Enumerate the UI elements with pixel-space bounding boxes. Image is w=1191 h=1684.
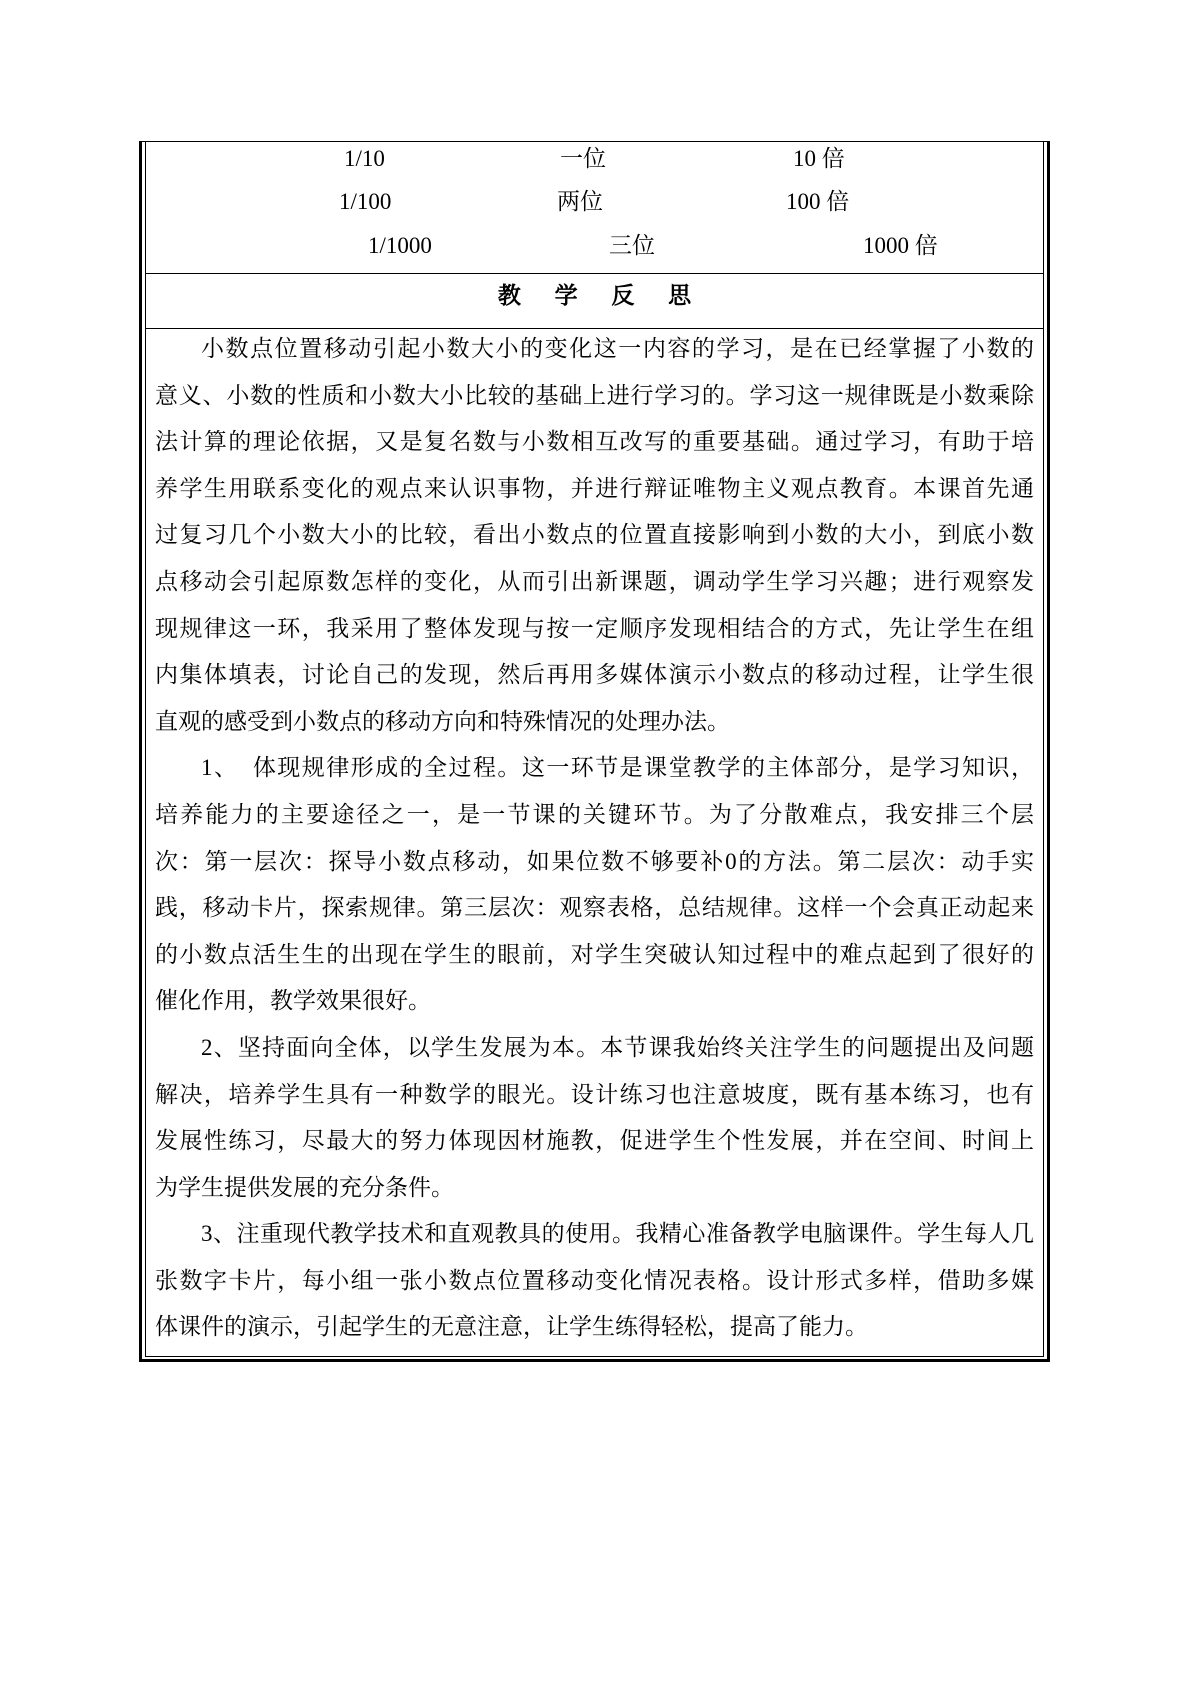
table-border-left-outer bbox=[139, 141, 142, 1362]
table-border-right-outer bbox=[1047, 141, 1050, 1362]
fraction-cell: 1/10 bbox=[344, 146, 385, 171]
reflection-body bbox=[155, 326, 1034, 1351]
reflection-line: 培养能力的主要途径之一，是一节课的关键环节。为了分散难点，我安排三个层 bbox=[155, 801, 1034, 827]
reflection-line: 体课件的演示，引起学生的无意注意，让学生练得轻松，提高了能力。 bbox=[155, 1314, 868, 1340]
decimal-places-cell: 一位 bbox=[560, 146, 606, 171]
decimal-places-cell: 三位 bbox=[609, 233, 655, 258]
reflection-line: 2、坚持面向全体，以学生发展为本。本节课我始终关注学生的问题提出及问题 bbox=[201, 1034, 1034, 1060]
reflection-line: 发展性练习，尽最大的努力体现因材施教，促进学生个性发展，并在空间、时间上 bbox=[155, 1128, 1034, 1154]
multiple-cell: 1000 倍 bbox=[863, 233, 938, 258]
section-heading: 教 学 反 思 bbox=[497, 283, 706, 308]
reflection-line: 法计算的理论依据，又是复名数与小数相互改写的重要基础。通过学习，有助于培 bbox=[155, 429, 1034, 455]
reflection-line: 解决，培养学生具有一种数学的眼光。设计练习也注意坡度，既有基本练习，也有 bbox=[155, 1081, 1034, 1107]
multiple-cell: 10 倍 bbox=[793, 146, 845, 171]
table-border-top bbox=[139, 141, 1050, 142]
reflection-line: 3、注重现代教学技术和直观教具的使用。我精心准备教学电脑课件。学生每人几 bbox=[201, 1221, 1034, 1247]
fraction-cell: 1/1000 bbox=[368, 233, 432, 258]
table-border-right-inner bbox=[1043, 141, 1044, 1357]
reflection-line: 次：第一层次：探导小数点移动，如果位数不够要补0的方法。第二层次：动手实 bbox=[155, 848, 1034, 874]
table-border-bottom-inner bbox=[145, 1356, 1044, 1357]
reflection-line: 张数字卡片，每小组一张小数点位置移动变化情况表格。设计形式多样，借助多媒 bbox=[155, 1267, 1034, 1293]
reflection-line: 1、 体现规律形成的全过程。这一环节是课堂教学的主体部分，是学习知识， bbox=[201, 755, 1034, 781]
row-divider bbox=[145, 273, 1044, 274]
reflection-line: 践，移动卡片，探索规律。第三层次：观察表格，总结规律。这样一个会真正动起来 bbox=[155, 895, 1034, 921]
reflection-paragraph bbox=[155, 745, 1034, 1025]
reflection-line: 小数点位置移动引起小数大小的变化这一内容的学习，是在已经掌握了小数的 bbox=[201, 336, 1034, 361]
reflection-line: 的小数点活生生的出现在学生的眼前，对学生突破认知过程中的难点起到了很好的 bbox=[155, 941, 1034, 967]
reflection-line: 养学生用联系变化的观点来认识事物，并进行辩证唯物主义观点教育。本课首先通 bbox=[155, 475, 1034, 501]
reflection-line: 意义、小数的性质和小数大小比较的基础上进行学习的。学习这一规律既是小数乘除 bbox=[155, 382, 1034, 408]
reflection-line: 直观的感受到小数点的移动方向和特殊情况的处理办法。 bbox=[155, 708, 730, 734]
reflection-line: 内集体填表，讨论自己的发现，然后再用多媒体演示小数点的移动过程，让学生很 bbox=[155, 662, 1034, 688]
reflection-paragraph bbox=[155, 1025, 1034, 1211]
decimal-places-cell: 两位 bbox=[557, 189, 603, 214]
reflection-line: 催化作用，教学效果很好。 bbox=[155, 988, 431, 1014]
reflection-line: 点移动会引起原数怎样的变化，从而引出新课题，调动学生学习兴趣；进行观察发 bbox=[155, 568, 1034, 594]
reflection-line: 过复习几个小数大小的比较，看出小数点的位置直接影响到小数的大小，到底小数 bbox=[155, 522, 1034, 548]
table-border-bottom-outer bbox=[139, 1359, 1050, 1362]
reflection-line: 为学生提供发展的充分条件。 bbox=[155, 1174, 454, 1200]
reflection-paragraph bbox=[155, 1211, 1034, 1351]
reflection-line: 现规律这一环，我采用了整体发现与按一定顺序发现相结合的方式，先让学生在组 bbox=[155, 615, 1034, 641]
table-border-left-inner bbox=[145, 141, 146, 1357]
multiple-cell: 100 倍 bbox=[786, 189, 850, 214]
reflection-paragraph bbox=[155, 326, 1034, 745]
fraction-cell: 1/100 bbox=[339, 189, 392, 214]
